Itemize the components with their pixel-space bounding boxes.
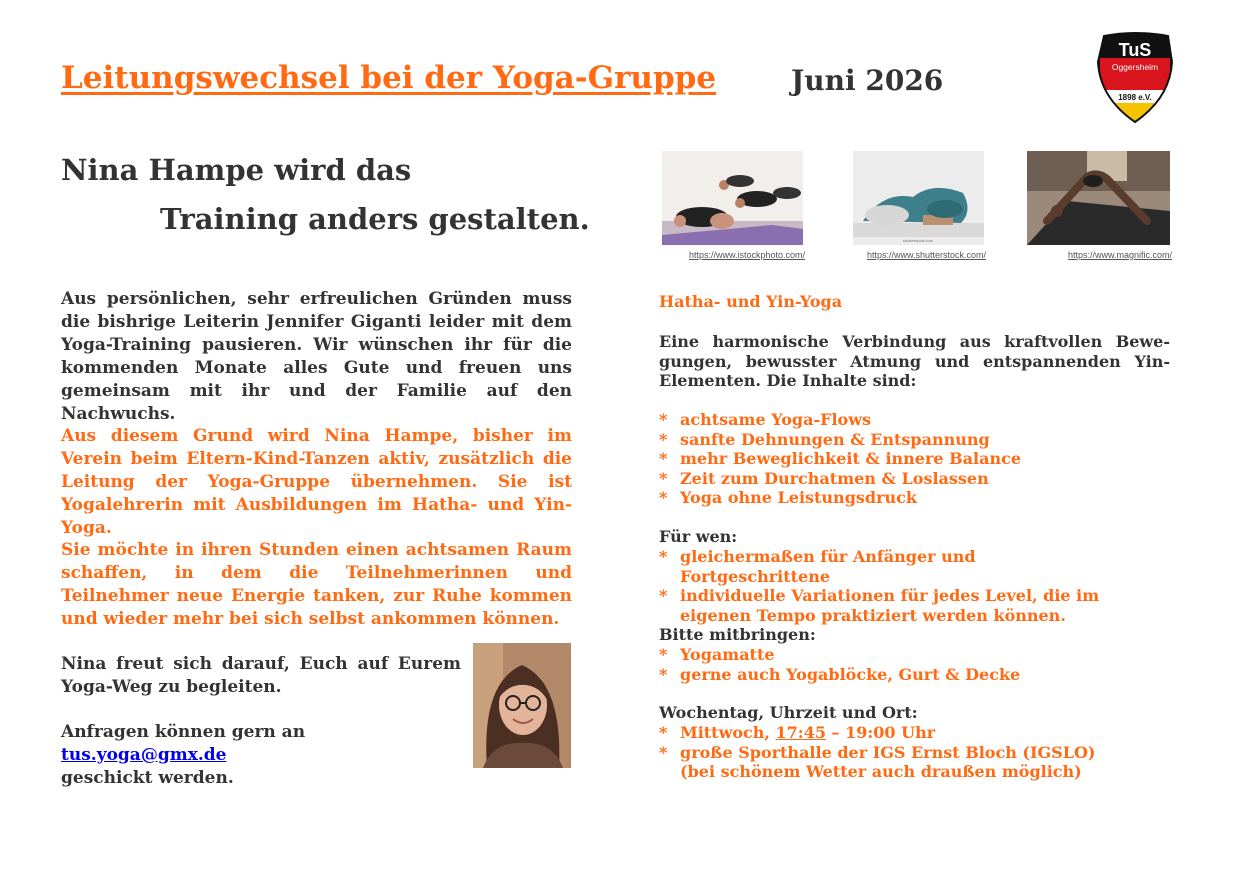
section-heading: Hatha- und Yin-Yoga bbox=[659, 292, 843, 311]
list-item: * achtsame Yoga-Flows bbox=[659, 410, 871, 429]
list-item: * individuelle Variationen für jedes Level, die im eigenen Tempo praktiziert werden können. bbox=[659, 586, 1100, 625]
start-time: 17:45 bbox=[775, 723, 826, 742]
list-item: * große Sporthalle der IGS Ernst Bloch (IGSLO) (bei schönem Wetter auch draußen möglich) bbox=[659, 742, 1096, 781]
logo-sub: Oggersheim bbox=[1111, 62, 1159, 72]
club-logo bbox=[1096, 32, 1174, 124]
list-item: * Mittwoch, 17:45 – 19:00 Uhr bbox=[659, 723, 936, 742]
contact-post: geschickt werden. bbox=[61, 768, 234, 788]
logo-year: 1898 e.V. bbox=[1118, 93, 1152, 102]
photo-credit-2[interactable]: https://www.shutterstock.com/ bbox=[867, 250, 987, 260]
for-whom-label: Für wen: bbox=[659, 527, 738, 546]
photo-credit-3[interactable]: https://www.magnific.com/ bbox=[1068, 250, 1173, 260]
list-item: * Zeit zum Durchatmen & Loslassen bbox=[659, 468, 989, 488]
yoga-photo-2 bbox=[853, 151, 984, 245]
list-item: * Yogamatte bbox=[659, 645, 775, 664]
list-item: * Yoga ohne Leistungsdruck bbox=[659, 488, 917, 507]
page-title: Leitungswechsel bei der Yoga-Gruppe bbox=[61, 60, 717, 96]
when-label: Wochentag, Uhrzeit und Ort: bbox=[659, 703, 918, 722]
bring-label: Bitte mitbringen: bbox=[659, 625, 816, 644]
logo-text: TuS bbox=[1118, 40, 1152, 60]
contact-paragraph bbox=[61, 721, 461, 790]
greeting-paragraph: Nina freut sich darauf, Euch auf Eurem Yoga-Weg zu begleiten. bbox=[61, 654, 461, 697]
list-item: * gerne auch Yogablöcke, Gurt & Decke bbox=[659, 664, 1021, 684]
where-note: (bei schönem Wetter auch draußen möglich) bbox=[680, 762, 1082, 781]
photo-credit-1[interactable]: https://www.istockphoto.com/ bbox=[689, 250, 806, 260]
bring-list bbox=[659, 645, 1170, 684]
list-item: * mehr Beweglichkeit & innere Balance bbox=[659, 449, 1022, 468]
for-whom-list bbox=[659, 547, 1129, 625]
section-intro: Eine harmonische Verbindung aus kraftvollen Bewe-gungen, bewusster Atmung und entspannenden Yin-Elementen. Die Inhalte sind: bbox=[659, 332, 1170, 390]
when-list bbox=[659, 723, 1170, 782]
list-item: * gleichermaßen für Anfänger und Fortgeschrittene bbox=[659, 547, 976, 586]
headline-line1: Nina Hampe wird das bbox=[61, 153, 412, 187]
yoga-photo-1 bbox=[662, 151, 803, 245]
contact-pre: Anfragen können gern an bbox=[61, 722, 306, 742]
portrait-photo bbox=[473, 643, 571, 768]
intro-paragraph: Aus persönlichen, sehr erfreulichen Gründen muss die bishrige Leiterin Jennifer Giganti leider mit dem Yoga-Training pausieren. Wir wünschen ihr für die kommenden Monate alles Gute und freuen uns gemeinsam mit ihr und der Familie auf den Nachwuchs. bbox=[61, 289, 572, 424]
goals-paragraph: Sie möchte in ihren Stunden einen achtsamen Raum schaffen, in dem die Teilnehmerinnen und Teilnehmer neue Energie tanken, zur Ruhe kommen und wieder mehr bei sich selbst ankommen können. bbox=[61, 540, 572, 629]
date-label: Juni 2026 bbox=[791, 64, 944, 97]
list-item: * sanfte Dehnungen & Entspannung bbox=[659, 429, 990, 449]
yoga-photo-3 bbox=[1027, 151, 1170, 245]
successor-paragraph: Aus diesem Grund wird Nina Hampe, bisher im Verein beim Eltern-Kind-Tanzen aktiv, zusätzlich die Leitung der Yoga-Gruppe übernehmen. Sie ist Yogalehrerin mit Ausbildungen im Hatha- und Yin-Yoga. bbox=[61, 426, 572, 538]
contents-list bbox=[659, 410, 1170, 508]
headline-line2: Training anders gestalten. bbox=[160, 202, 590, 236]
email-link[interactable]: tus.yoga@gmx.de bbox=[61, 745, 227, 765]
svg-text:shutterstock.com: shutterstock.com bbox=[902, 238, 934, 243]
